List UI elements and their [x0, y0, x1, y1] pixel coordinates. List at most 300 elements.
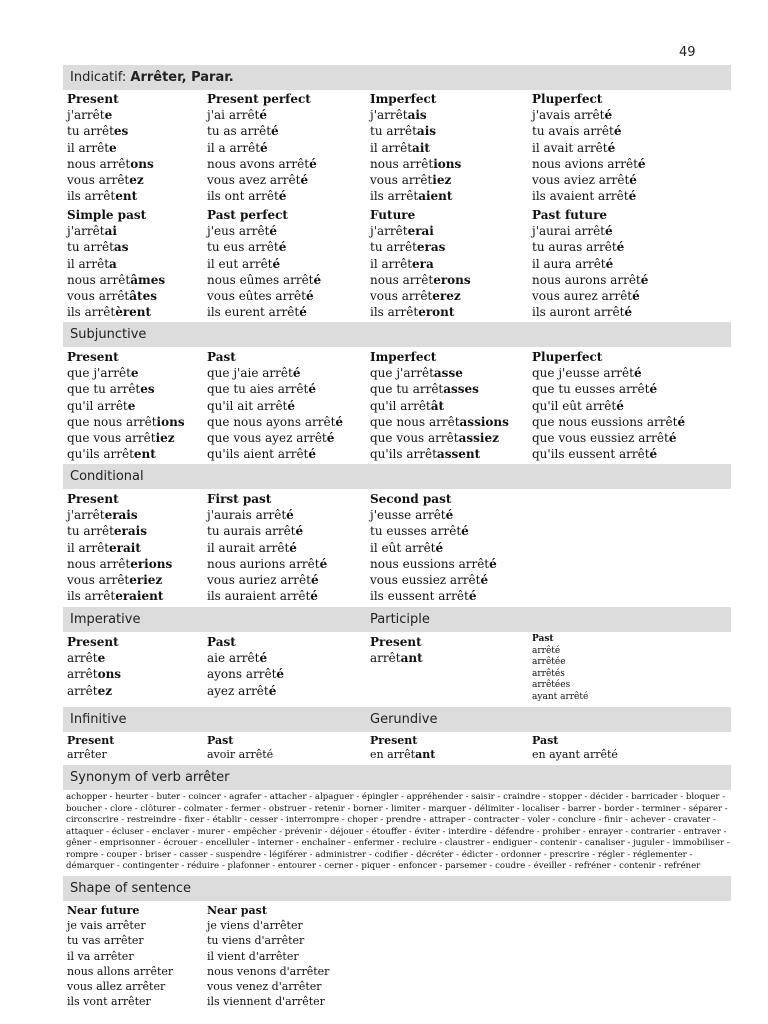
conjugation-row [67, 398, 185, 414]
conjugation-row [207, 650, 284, 666]
stem: nous avons arrêt [207, 156, 310, 171]
stem: qu'ils arrêt [370, 447, 437, 462]
ending: é [677, 414, 686, 429]
stem: que tu aies arrêt [207, 382, 309, 397]
stem: tu aurais arrêt [207, 524, 296, 539]
infinitive-column [207, 734, 273, 762]
conjugation-column [370, 91, 461, 204]
conjugation-row [207, 288, 321, 304]
stem: qu'il eût arrêt [532, 398, 617, 413]
subjunctive-title: Subjunctive [70, 327, 147, 342]
stem: il aura arrêt [532, 256, 606, 271]
stem: ils arrêt [67, 305, 116, 320]
stem: qu'ils eussent arrêt [532, 447, 650, 462]
conjugation-row [67, 156, 154, 172]
ending: é [605, 224, 613, 239]
ending: é [605, 256, 614, 271]
conjugation-column [207, 207, 321, 320]
tense-title: Present [67, 350, 119, 364]
shape-row: tu viens d'arrêter [207, 934, 305, 948]
tense-title: Pluperfect [532, 92, 603, 106]
stem: que vous ayez arrêt [207, 431, 327, 446]
stem: tu arrêt [370, 124, 417, 139]
ending: é [278, 189, 287, 204]
tense-title: Past [207, 635, 236, 649]
stem: arrêt [67, 667, 98, 682]
ending: erait [109, 540, 141, 555]
ending: asse [433, 366, 463, 381]
stem: il arrêt [67, 256, 110, 271]
conjugation-row [532, 223, 648, 239]
header-label: Indicatif: [70, 70, 131, 85]
ending: é [292, 366, 301, 381]
conjugation-row [532, 304, 648, 320]
tense-title: Second past [370, 492, 452, 506]
ending: é [468, 589, 477, 604]
ending: é [480, 573, 489, 588]
shape-row: je vais arrêter [67, 919, 146, 933]
stem: nous aurions arrêt [207, 556, 320, 571]
conjugation-row [207, 365, 343, 381]
stem: vous arrêt [67, 573, 130, 588]
shape-row: nous venons d'arrêter [207, 964, 330, 978]
ending: é [276, 667, 285, 682]
conjugation-row [67, 223, 165, 239]
stem: qu'ils aient arrêt [207, 447, 309, 462]
conjugation-row [532, 123, 646, 139]
conjugation-row [207, 666, 284, 682]
conjugation-row [532, 365, 685, 381]
ending: e [97, 651, 106, 666]
conjugation-row [532, 398, 685, 414]
conjugation-column [67, 491, 172, 604]
stem: tu arrêt [67, 240, 114, 255]
stem: ils ont arrêt [207, 189, 279, 204]
ending: é [335, 414, 344, 429]
conjugation-row [370, 107, 461, 123]
ending: iez [432, 173, 452, 188]
infinitive-value: avoir arrêté [207, 748, 274, 761]
tense-title: Past [207, 350, 236, 364]
conjugation-row [67, 650, 121, 666]
stem: vous arrêt [67, 173, 130, 188]
conjugation-row [67, 572, 172, 588]
conjugation-row [207, 588, 327, 604]
stem: il arrêt [67, 140, 110, 155]
ending: é [289, 540, 297, 555]
ending: es [140, 382, 155, 397]
stem: arrêt [67, 683, 98, 698]
ending: é [308, 382, 316, 397]
infinitive-gerundive-header [63, 707, 731, 732]
conjugation-row [67, 414, 185, 430]
conjugation-row [370, 446, 509, 462]
tense-title: Past [532, 634, 554, 644]
ending: é [604, 108, 613, 123]
ending: assent [436, 447, 481, 462]
ending: a [109, 256, 117, 271]
stem: aie arrêt [207, 651, 260, 666]
ending: é [435, 540, 444, 555]
conjugation-row [67, 507, 172, 523]
ending: é [309, 156, 317, 171]
stem: vous auriez arrêt [207, 573, 311, 588]
ending: eraient [115, 589, 164, 604]
ending: é [287, 398, 296, 413]
tense-title: Near past [207, 904, 267, 917]
conjugation-row [67, 239, 165, 255]
gerundive-column [370, 734, 435, 762]
conjugation-column [67, 634, 121, 699]
conjugation-row [370, 650, 423, 666]
ending: erais [104, 508, 138, 523]
tense-title: Past perfect [207, 208, 288, 222]
ending: é [260, 140, 268, 155]
ending: é [259, 108, 268, 123]
stem: que nous arrêt [370, 414, 460, 429]
conjugation-row [370, 223, 471, 239]
stem: j'arrêt [67, 224, 105, 239]
ending: erez [432, 289, 461, 304]
conjugation-row [207, 398, 343, 414]
conjugation-column [370, 491, 497, 604]
conjugation-row [207, 107, 317, 123]
conjugation-row [370, 398, 509, 414]
shape-row: vous allez arrêter [67, 980, 166, 994]
ending: é [668, 431, 677, 446]
shape-row: il vient d'arrêter [207, 949, 299, 963]
tense-title: Present [67, 492, 119, 506]
gerundive-value: en ayant arrêté [532, 748, 618, 761]
shape-column [207, 903, 329, 1009]
tense-title: Present [67, 734, 115, 747]
ending: es [113, 124, 129, 139]
stem: ils arrêt [370, 305, 419, 320]
synonym-header [63, 765, 731, 790]
conjugation-row [532, 414, 685, 430]
stem: il arrêt [67, 540, 110, 555]
stem: vous arrêt [370, 289, 433, 304]
stem: que vous eussiez arrêt [532, 431, 669, 446]
participle-form: arrêtées [532, 680, 571, 690]
conjugation-row [67, 523, 172, 539]
ending: é [607, 140, 616, 155]
conjugation-column [370, 207, 471, 320]
ending: e [109, 140, 117, 155]
stem: nous arrêt [370, 272, 434, 287]
participle-title: Participle [370, 612, 430, 627]
conjugation-row [532, 272, 648, 288]
conjugation-row [532, 156, 646, 172]
conjugation-row [370, 239, 471, 255]
header-verb: Arrêter, Parar. [130, 70, 234, 85]
synonym-title: Synonym of verb arrêter [70, 770, 230, 785]
stem: que tu eusses arrêt [532, 382, 650, 397]
conditional-title: Conditional [70, 469, 144, 484]
conjugation-row [532, 172, 646, 188]
participle-form: ayant arrêté [532, 691, 589, 702]
stem: il aurait arrêt [207, 540, 290, 555]
ending: ant [415, 748, 436, 761]
conjugation-row [207, 140, 317, 156]
stem: ils arrêt [370, 189, 419, 204]
stem: que vous arrêt [67, 431, 156, 446]
conjugation-row [370, 365, 509, 381]
gerundive-column [532, 734, 618, 762]
conjugation-column [67, 349, 185, 462]
conjugation-row [207, 414, 343, 430]
stem: il a arrêt [207, 140, 261, 155]
stem: que j'arrêt [67, 366, 131, 381]
conjugation-row [67, 540, 172, 556]
ending: erons [433, 272, 471, 287]
participle-form: arrêtés [532, 668, 565, 679]
conjugation-row [207, 172, 317, 188]
page-number: 49 [679, 45, 696, 60]
ending: é [310, 573, 319, 588]
ending: ons [130, 156, 154, 171]
tense-title: Past [207, 734, 234, 747]
ending: ent [115, 189, 138, 204]
stem: ils eussent arrêt [370, 589, 469, 604]
stem: nous arrêt [67, 272, 131, 287]
conjugation-row [207, 572, 327, 588]
conjugation-row [207, 683, 284, 699]
conjugation-row [370, 540, 497, 556]
stem: que vous arrêt [370, 431, 459, 446]
gerundive-value [370, 748, 435, 762]
stem: j'avais arrêt [532, 108, 605, 123]
ending: assions [459, 414, 509, 429]
ending: é [640, 272, 649, 287]
stem: tu auras arrêt [532, 240, 617, 255]
conjugation-row [67, 188, 154, 204]
stem: j'aurais arrêt [207, 508, 287, 523]
conjugation-row [532, 288, 648, 304]
stem: que tu arrêt [370, 382, 444, 397]
ending: èrent [115, 305, 152, 320]
stem: il arrêt [370, 256, 413, 271]
conjugation-row [207, 446, 343, 462]
subjunctive-header [63, 322, 731, 347]
ending: é [445, 508, 454, 523]
stem: nous eussions arrêt [370, 556, 490, 571]
ending: eras [416, 240, 446, 255]
conjugation-row [207, 523, 327, 539]
tense-title: Pluperfect [532, 350, 603, 364]
ending: é [286, 508, 294, 523]
conjugation-column [207, 349, 343, 462]
stem: ils arrêt [67, 189, 116, 204]
conjugation-row [67, 107, 154, 123]
conjugation-row [67, 588, 172, 604]
ending: é [633, 366, 642, 381]
conjugation-row [207, 123, 317, 139]
stem: que tu arrêt [67, 382, 141, 397]
stem: tu avais arrêt [532, 124, 614, 139]
ending: é [295, 524, 304, 539]
conjugation-row [67, 272, 165, 288]
stem: qu'il arrêt [67, 398, 128, 413]
conditional-header [63, 464, 731, 489]
conjugation-row [67, 381, 185, 397]
ending: ent [133, 447, 156, 462]
tense-title: First past [207, 492, 272, 506]
imperative-title: Imperative [70, 612, 141, 627]
ending: ions [156, 414, 185, 429]
ending: é [489, 556, 497, 571]
conjugation-row [207, 507, 327, 523]
stem: j'arrêt [370, 108, 408, 123]
ending: ait [412, 140, 430, 155]
conjugation-row [67, 683, 121, 699]
ending: é [272, 256, 281, 271]
stem: nous aurons arrêt [532, 272, 641, 287]
conjugation-row [370, 172, 461, 188]
conjugation-row [207, 223, 321, 239]
shape-row: nous allons arrêter [67, 964, 174, 978]
tense-title: Simple past [67, 208, 147, 222]
stem: il arrêt [370, 140, 413, 155]
ending: é [259, 651, 268, 666]
stem: ils eurent arrêt [207, 305, 300, 320]
conjugation-column [207, 491, 327, 604]
participle-present-column [370, 634, 423, 666]
infinitive-value: arrêter [67, 748, 107, 761]
ending: eront [418, 305, 455, 320]
stem: que j'arrêt [370, 366, 434, 381]
conjugation-row [370, 123, 461, 139]
ending: é [299, 305, 307, 320]
conjugation-row [207, 156, 317, 172]
stem: il eut arrêt [207, 256, 273, 271]
ending: âmes [130, 272, 166, 287]
ending: e [127, 398, 136, 413]
stem: ils avaient arrêt [532, 189, 629, 204]
conjugation-column [532, 91, 646, 204]
ending: era [412, 256, 434, 271]
conjugation-row [67, 430, 185, 446]
stem: vous arrêt [370, 173, 433, 188]
stem: vous aurez arrêt [532, 289, 633, 304]
imperative-participle-header [63, 607, 731, 632]
ending: é [310, 589, 318, 604]
stem: tu arrêt [67, 524, 114, 539]
conjugation-row [370, 272, 471, 288]
shape-row: ils vont arrêter [67, 995, 151, 1009]
conjugation-row [370, 288, 471, 304]
infinitive-column [67, 734, 114, 762]
ending: as [113, 240, 129, 255]
ending: eriez [129, 573, 163, 588]
ending: ons [97, 667, 122, 682]
conjugation-column [67, 91, 154, 204]
shape-title: Shape of sentence [70, 881, 191, 896]
ending: é [624, 305, 633, 320]
ending: erais [113, 524, 147, 539]
conjugation-row [67, 365, 185, 381]
conjugation-row [532, 107, 646, 123]
conjugation-row [370, 188, 461, 204]
stem: que j'aie arrêt [207, 366, 293, 381]
stem: j'arrêt [370, 224, 408, 239]
stem: tu as arrêt [207, 124, 272, 139]
conjugation-row [67, 556, 172, 572]
stem: il avait arrêt [532, 140, 608, 155]
stem: vous arrêt [67, 289, 130, 304]
stem: que nous arrêt [67, 414, 157, 429]
stem: nous eûmes arrêt [207, 272, 314, 287]
conjugation-row [532, 188, 646, 204]
ending: é [628, 189, 637, 204]
shape-row: je viens d'arrêter [207, 919, 303, 933]
conjugation-row [370, 256, 471, 272]
tense-title: Past future [532, 208, 608, 222]
ending: ez [97, 683, 113, 698]
ending: é [613, 124, 622, 139]
stem: j'arrêt [67, 508, 105, 523]
ending: é [319, 556, 328, 571]
conjugation-row [207, 540, 327, 556]
ending: é [278, 240, 287, 255]
conjugation-row [207, 188, 317, 204]
conjugation-row [370, 572, 497, 588]
ending: é [271, 124, 279, 139]
ending: é [649, 382, 658, 397]
gerundive-title: Gerundive [370, 712, 438, 727]
tense-title: Present perfect [207, 92, 311, 106]
ending: é [326, 431, 335, 446]
stem: vous aviez arrêt [532, 173, 630, 188]
stem: arrêt [370, 651, 401, 666]
conjugation-row [370, 588, 497, 604]
tense-title: Present [370, 734, 418, 747]
participle-form: arrêté [532, 645, 561, 656]
infinitive-title: Infinitive [70, 712, 127, 727]
stem: arrêt [67, 651, 98, 666]
ending: é [632, 289, 640, 304]
stem: j'eusse arrêt [370, 508, 446, 523]
stem: nous arrêt [67, 556, 131, 571]
conjugation-row [532, 140, 646, 156]
stem: j'eus arrêt [207, 224, 270, 239]
conjugation-row [67, 123, 154, 139]
stem: que nous ayons arrêt [207, 414, 336, 429]
conjugation-row [532, 381, 685, 397]
stem: j'ai arrêt [207, 108, 260, 123]
tense-title: Present [370, 635, 422, 649]
ending: é [629, 173, 637, 188]
ending: ais [407, 108, 427, 123]
stem: qu'ils arrêt [67, 447, 134, 462]
stem: nous arrêt [67, 156, 131, 171]
conjugation-row [67, 666, 121, 682]
conjugation-row [67, 256, 165, 272]
stem: ils auraient arrêt [207, 589, 311, 604]
conjugation-row [207, 304, 321, 320]
shape-row: tu vas arrêter [67, 934, 144, 948]
stem: tu arrêt [370, 240, 417, 255]
conjugation-row [207, 381, 343, 397]
conjugation-row [370, 556, 497, 572]
stem: il eût arrêt [370, 540, 436, 555]
tense-title: Future [370, 208, 416, 222]
ending: é [269, 224, 278, 239]
conjugation-row [67, 446, 185, 462]
stem: qu'il arrêt [370, 398, 431, 413]
ending: e [104, 108, 113, 123]
indicative-header [63, 65, 731, 90]
